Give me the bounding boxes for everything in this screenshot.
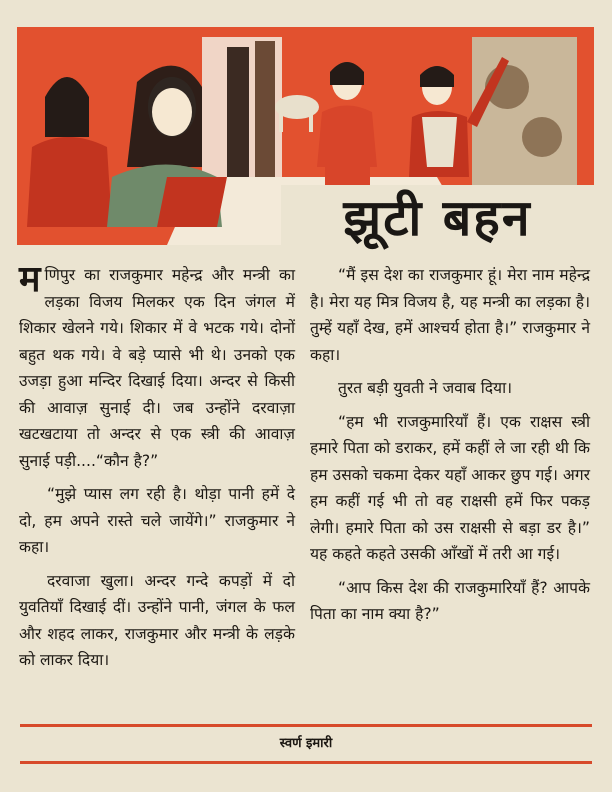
paragraph: “मुझे प्यास लग रही है। थोड़ा पानी हमें दे दो, हम अपने रास्ते चले जायेंगे।” राजकुमार ने कहा। — [19, 485, 295, 556]
temple-pillar-right — [255, 41, 275, 191]
woman-face-front — [152, 88, 192, 136]
story-title: झूटी बहन — [343, 189, 532, 247]
temple-pillar-left — [227, 47, 249, 187]
paragraph: तुरत बड़ी युवती ने जवाब दिया। — [338, 379, 513, 397]
story-credit: स्वर्ण इमारी — [279, 736, 333, 751]
horse-leg — [279, 112, 283, 132]
woman-saree-red — [27, 137, 112, 227]
dropcap: म — [19, 259, 41, 300]
paragraph: “मैं इस देश का राजकुमार हूं। मेरा नाम महेन्द्र है। मेरा यह मित्र विजय है, यह मन्त्री का लड़का है। तुम्हें यहाँ देख, हमें आश्चर्य होता है।” राजकुमार ने कहा। — [310, 266, 590, 364]
carving-detail — [522, 117, 562, 157]
horse-leg — [309, 112, 313, 132]
paragraph: “हम भी राजकुमारियाँ हैं। एक राक्षस स्त्री हमारे पिता को डराकर, हमें कहीं ले जा रही थी कि हम उसको चकमा देकर यहाँ आकर छुप गई। अगर हम कहीं गई भी तो वह राक्षसी हमें फिर पकड़ लेगी। हमारे पिता को उस राक्षसी से बड़ा डर है।” यह कहते कहते उसकी आँखों में तरी आ गई। — [310, 412, 590, 563]
carved-panel — [472, 37, 577, 187]
paragraph: “आप किस देश की राजकुमारियाँ हैं? आपके पिता का नाम क्या है?” — [310, 578, 590, 623]
title-box — [281, 185, 594, 251]
paragraph: दरवाजा खुला। अन्दर गन्दे कपड़ों में दो युवतियाँ दिखाई दीं। उन्होंने पानी, जंगल के फल और शहद लाकर, राजकुमार और मन्त्री के लड़के को लाकर दिया। — [19, 571, 295, 669]
paragraph-text: णिपुर का राजकुमार महेन्द्र और मन्त्री का लड़का विजय मिलकर एक दिन जंगल में शिकार खेलने गये। शिकार में वे भटक गये। दोनों बहुत थक गये। वे बड़े प्यासे भी थे। उनको एक उजड़ा हुआ मन्दिर दिखाई दिया। अन्दर से किसी की आवाज़ सुनाई दी। जब उन्होंने दरवाज़ा खटखटाया तो अन्दर से एक स्त्री की आवाज़ सुनाई पड़ी....“कौन है?” — [19, 266, 295, 470]
vijay-vest — [422, 117, 457, 167]
footer-rule-bottom — [20, 761, 592, 764]
text-column-right — [310, 262, 590, 635]
woman-saree-red — [157, 177, 227, 227]
prince-tunic — [317, 106, 377, 168]
text-column-left — [19, 259, 295, 681]
footer-rule-top — [20, 724, 592, 727]
paragraph — [19, 259, 295, 474]
